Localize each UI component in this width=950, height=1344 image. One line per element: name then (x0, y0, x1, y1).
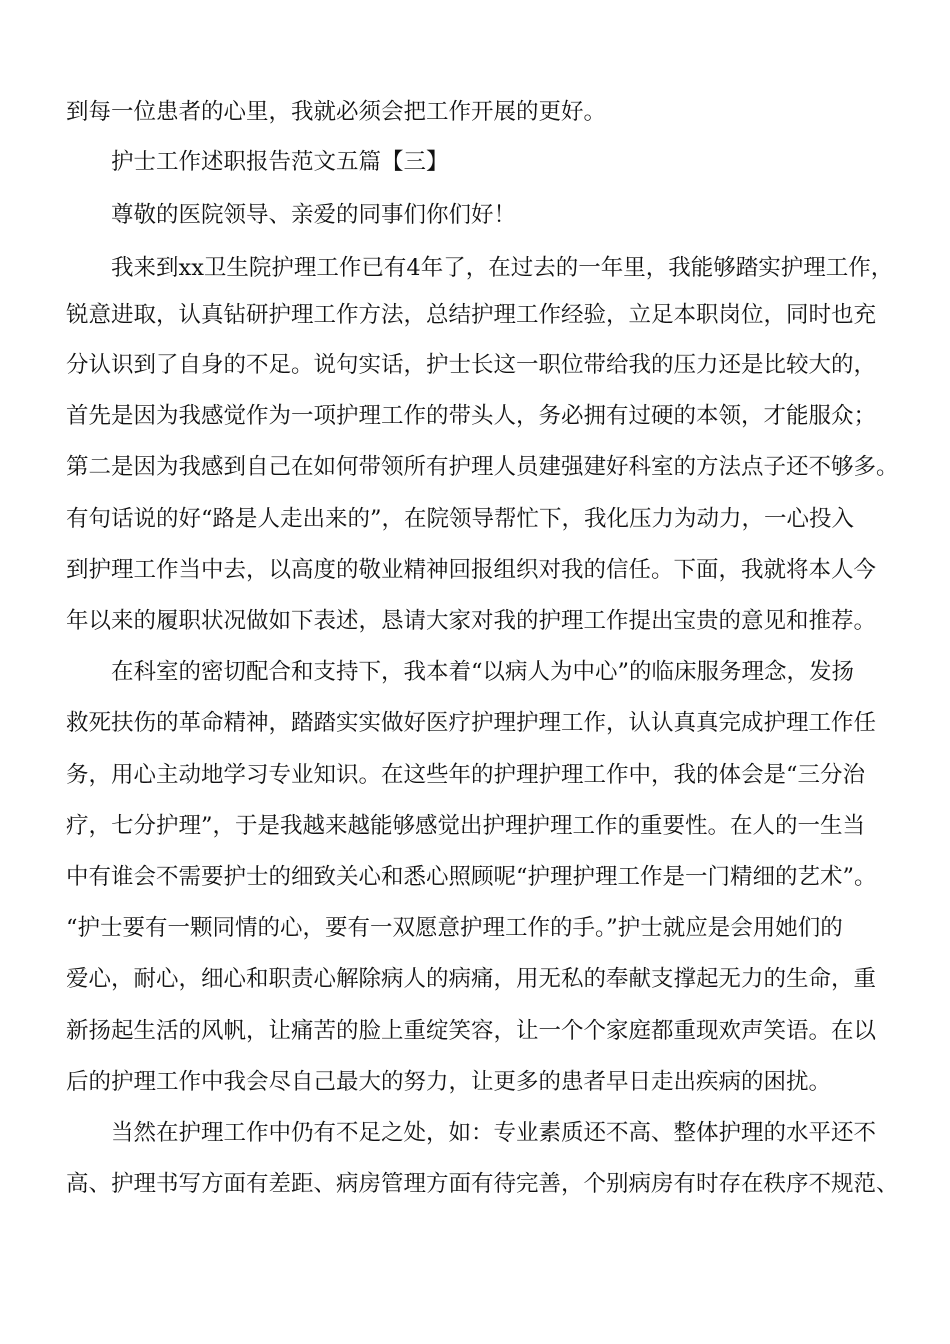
text-line: 首先是因为我感觉作为一项护理工作的带头人，务必拥有过硬的本领，才能服众； (66, 403, 877, 429)
text-line: 锐意进取，认真钻研护理工作方法，总结护理工作经验，立足本职岗位，同时也充 (66, 302, 877, 328)
text-line: 爱心，耐心，细心和职责心解除病人的病痛，用无私的奉献支撑起无力的生命，重 (66, 966, 877, 992)
text-line: 后的护理工作中我会尽自己最大的努力，让更多的患者早日走出疾病的困扰。 (66, 1069, 832, 1095)
text-line: 分认识到了自身的不足。说句实话，护士长这一职位带给我的压力还是比较大的， (66, 352, 877, 378)
text-line: 中有谁会不需要护士的细致关心和悉心照顾呢“护理护理工作是一门精细的艺术”。 (66, 864, 877, 890)
text-line: 新扬起生活的风帆，让痛苦的脸上重绽笑容，让一个个家庭都重现欢声笑语。在以 (66, 1018, 877, 1044)
text-line: 高、护理书写方面有差距、病房管理方面有待完善，个别病房有时存在秩序不规范、 (66, 1171, 899, 1197)
salutation: 尊敬的医院领导、亲爱的同事们你们好！ (111, 202, 517, 228)
text-line: “护士要有一颗同情的心，要有一双愿意护理工作的手。”护士就应是会用她们的 (66, 915, 843, 941)
text-line: 到护理工作当中去，以高度的敬业精神回报组织对我的信任。下面，我就将本人今 (66, 557, 877, 583)
text-line: 救死扶伤的革命精神，踏踏实实做好医疗护理护理工作，认认真真完成护理工作任 (66, 710, 877, 736)
text-line: 有句话说的好“路是人走出来的”，在院领导帮忙下，我化压力为动力，一心投入 (66, 506, 855, 532)
text-line: 在科室的密切配合和支持下，我本着“以病人为中心”的临床服务理念，发扬 (111, 659, 855, 685)
text-line: 我来到xx卫生院护理工作已有4年了，在过去的一年里，我能够踏实护理工作， (111, 255, 894, 281)
text-line: 当然在护理工作中仍有不足之处，如：专业素质还不高、整体护理的水平还不 (111, 1120, 877, 1146)
text-line: 务，用心主动地学习专业知识。在这些年的护理护理工作中，我的体会是“三分治 (66, 762, 866, 788)
text-line: 年以来的履职状况做如下表述，恳请大家对我的护理工作提出宝贵的意见和推荐。 (66, 608, 877, 634)
text-line: 疗，七分护理”，于是我越来越能够感觉出护理护理工作的重要性。在人的一生当 (66, 813, 866, 839)
text-line: 到每一位患者的心里，我就必须会把工作开展的更好。 (66, 99, 607, 125)
section-heading: 护士工作述职报告范文五篇【三】 (111, 149, 449, 175)
text-line: 第二是因为我感到自己在如何带领所有护理人员建强建好科室的方法点子还不够多。 (66, 454, 899, 480)
